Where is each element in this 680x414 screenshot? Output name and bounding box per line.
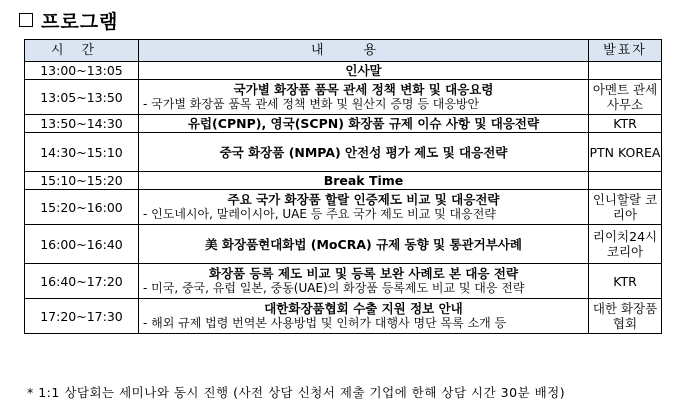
session-time: 13:05~13:50 xyxy=(25,80,139,115)
session-subtitle: - 국가별 화장품 품목 관세 정책 변화 및 원산지 증명 등 대응방안 xyxy=(143,97,480,111)
table-row xyxy=(25,133,662,172)
table-row xyxy=(25,62,662,80)
session-presenter: 인니할랄 코리아 xyxy=(589,190,662,225)
session-content xyxy=(139,80,589,115)
session-content xyxy=(139,133,589,172)
header-presenter: 발표자 xyxy=(589,40,662,62)
table-row xyxy=(25,299,662,334)
table-row xyxy=(25,80,662,115)
table-row xyxy=(25,225,662,264)
session-time: 13:50~14:30 xyxy=(25,115,139,133)
session-time: 14:30~15:10 xyxy=(25,133,139,172)
session-content xyxy=(139,62,589,80)
session-content xyxy=(139,225,589,264)
session-title: 화장품 등록 제도 비교 및 등록 보완 사례로 본 대응 전략 xyxy=(208,266,519,281)
session-content xyxy=(139,172,589,190)
footnote: * 1:1 상담회는 세미나와 동시 진행 (사전 상담 신청서 제출 기업에 한해 상담 시간 30분 배정) xyxy=(27,385,566,400)
session-time: 17:20~17:30 xyxy=(25,299,139,334)
session-presenter: 아멘트 관세사무소 xyxy=(589,80,662,115)
session-content xyxy=(139,190,589,225)
session-title: 중국 화장품 (NMPA) 안전성 평가 제도 및 대응전략 xyxy=(219,144,508,160)
section-title: 프로그램 xyxy=(41,10,119,33)
table-row xyxy=(25,190,662,225)
header-content: 내용 xyxy=(139,40,589,62)
session-time: 15:10~15:20 xyxy=(25,172,139,190)
table-row xyxy=(25,172,662,190)
session-title: 국가별 화장품 품목 관세 정책 변화 및 대응요령 xyxy=(233,82,494,97)
section-heading xyxy=(19,6,118,34)
session-time: 13:00~13:05 xyxy=(25,62,139,80)
session-title: 대한화장품협회 수출 지원 정보 안내 xyxy=(264,301,463,316)
program-table xyxy=(24,39,662,334)
table-row xyxy=(25,115,662,133)
session-subtitle: - 인도네시아, 말레이시아, UAE 등 주요 국가 제도 비교 및 대응전략 xyxy=(143,207,496,221)
session-title: 주요 국가 화장품 할랄 인증제도 비교 및 대응전략 xyxy=(227,192,500,207)
session-presenter: KTR xyxy=(589,115,662,133)
session-presenter: KTR xyxy=(589,264,662,299)
session-title: Break Time xyxy=(323,173,404,188)
session-presenter: PTN KOREA xyxy=(589,133,662,172)
session-title: 美 화장품현대화법 (MoCRA) 규제 동향 및 통관거부사례 xyxy=(205,236,522,252)
header-time: 시간 xyxy=(25,40,139,62)
session-presenter: 대한 화장품협회 xyxy=(589,299,662,334)
session-time: 15:20~16:00 xyxy=(25,190,139,225)
session-time: 16:40~17:20 xyxy=(25,264,139,299)
session-subtitle: - 미국, 중국, 유럽 일본, 중동(UAE)의 화장품 등록제도 비교 및 대응 전략 xyxy=(143,281,525,295)
session-presenter: 리이치24시 코리아 xyxy=(589,225,662,264)
session-content xyxy=(139,115,589,133)
session-time: 16:00~16:40 xyxy=(25,225,139,264)
session-content xyxy=(139,264,589,299)
session-title: 인사말 xyxy=(345,63,382,78)
session-presenter xyxy=(589,62,662,80)
session-title: 유럽(CPNP), 영국(SCPN) 화장품 규제 이슈 사항 및 대응전략 xyxy=(187,116,540,131)
session-presenter xyxy=(589,172,662,190)
session-content xyxy=(139,299,589,334)
checkbox-square-icon xyxy=(19,13,33,27)
session-subtitle: - 해외 규제 법령 번역본 사용방법 및 인허가 대행사 명단 목록 소개 등 xyxy=(143,316,507,330)
table-row xyxy=(25,264,662,299)
table-header-row xyxy=(25,40,662,62)
